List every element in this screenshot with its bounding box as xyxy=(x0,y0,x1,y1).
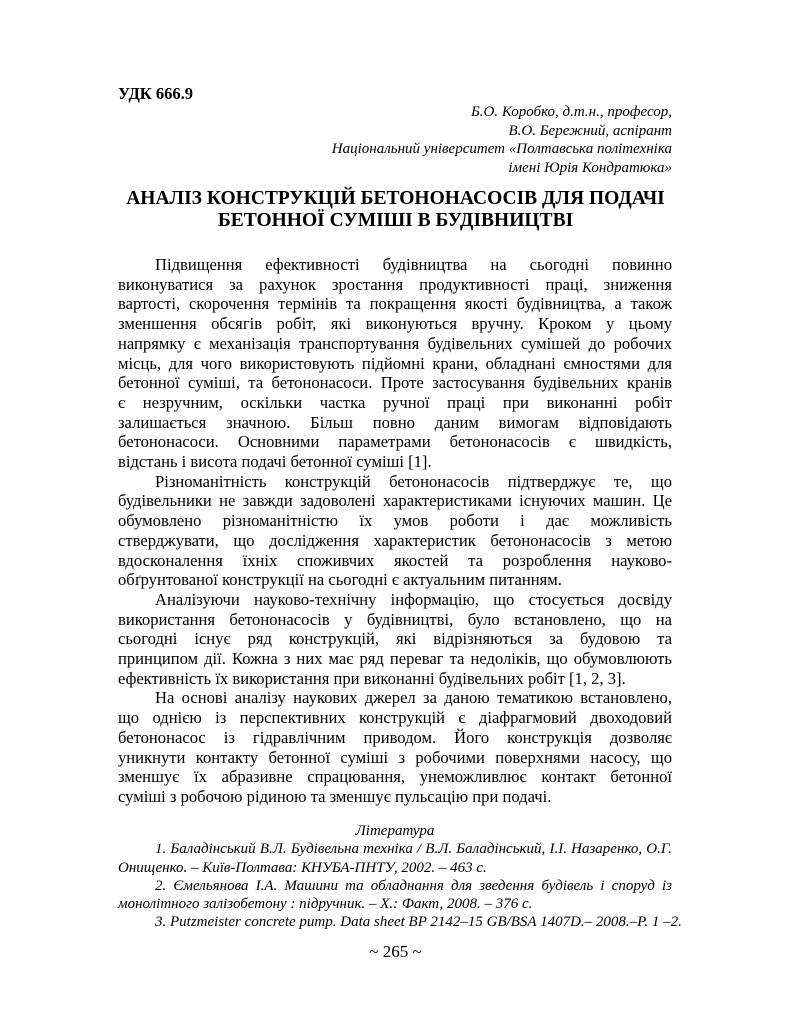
text-line: виконуватися за рахунок зростання продуктивності праці, зниження xyxy=(118,274,672,294)
affiliation-line-2: імені Юрія Кондратюка» xyxy=(508,160,672,177)
reference-item xyxy=(118,840,672,877)
references-heading: Література xyxy=(355,823,435,839)
text-line: монолітного залізобетону : підручник. – Х.: Факт, 2008. – 376 с. xyxy=(118,896,533,913)
text-line: На основі аналізу наукових джерел за даною тематикою встановлено, xyxy=(155,688,672,708)
references-list xyxy=(118,840,682,931)
text-line: напрямку є механізація транспортування будівельних сумішей до робочих xyxy=(118,333,672,353)
text-line: місць, для чого використовують підйомні крани, обладнані ємностями для xyxy=(118,353,672,373)
title-line: АНАЛІЗ КОНСТРУКЦІЙ БЕТОНОНАСОСІВ ДЛЯ ПОДАЧІ xyxy=(126,188,665,209)
reference-item xyxy=(118,913,682,931)
reference-item xyxy=(118,877,672,914)
text-line: що однією із перспективних конструкцій є діафрагмовий двоходовий xyxy=(118,708,672,728)
text-line: є незручним, оскільки частка ручної праці при виконанні робіт xyxy=(118,392,672,412)
text-line: залишається значною. Більш повно даним вимогам відповідають xyxy=(118,412,672,432)
article-body xyxy=(118,255,672,807)
text-line: бетононасоси. Основними параметрами бетононасосів є швидкість, xyxy=(118,432,672,452)
paragraph xyxy=(118,688,672,806)
paragraph xyxy=(118,472,672,590)
authors-block xyxy=(332,103,672,178)
title-line: БЕТОННОЇ СУМІШІ В БУДІВНИЦТВІ xyxy=(217,210,574,231)
paragraph xyxy=(118,590,672,689)
text-line: Підвищення ефективності будівництва на сьогодні повинно xyxy=(155,255,672,274)
text-line: Різноманітність конструкцій бетононасосів підтверджує те, що xyxy=(155,471,672,491)
text-line: ефективність їх використання при виконанні будівельних робіт [1, 2, 3]. xyxy=(118,668,626,688)
text-line: принципом дії. Кожна з них має ряд переваг та недоліків, що обумовлюють xyxy=(118,649,672,669)
text-line: уникнути контакту бетонної суміші з робочими поверхнями насосу, що xyxy=(118,747,672,767)
author-1: Б.О. Коробко, д.т.н., професор, xyxy=(470,104,672,120)
page-number: ~ 265 ~ xyxy=(369,942,422,961)
text-line: Аналізуючи науково-технічну інформацію, що стосується досвіду xyxy=(155,589,672,609)
text-line: зменшення обсягів робіт, які виконуються вручну. Кроком у цьому xyxy=(118,314,672,334)
text-line: стверджувати, що дослідження характеристик бетононасосів з метою xyxy=(118,530,672,550)
text-line: будівельники не завжди задоволені характеристиками існуючих машин. Це xyxy=(118,491,672,511)
text-line: суміші з робочою рідиною та зменшує пульсацію при подачі. xyxy=(118,786,552,806)
author-2: В.О. Бережний, аспірант xyxy=(508,122,672,139)
text-line: вартості, скорочення термінів та покращення якості будівництва, а також xyxy=(118,294,672,314)
text-line: 3. Putzmeister concrete pump. Data sheet BP 2142–15 GB/BSA 1407D.– 2008.–P. 1 –2. xyxy=(155,914,682,931)
affiliation-line-1: Національний університет «Полтавська політехніка xyxy=(331,141,672,158)
text-line: відстань і висота подачі бетонної суміші [1]. xyxy=(118,452,432,472)
udk-code: УДК 666.9 xyxy=(118,84,194,103)
text-line: сьогодні існує ряд конструкцій, які відрізняються за будовою та xyxy=(118,629,672,649)
text-line: бетонної суміші, та бетононасоси. Проте застосування будівельних кранів xyxy=(118,373,672,393)
text-line: 2. Ємельянова І.А. Машини та обладнання для зведення будівель і споруд із xyxy=(155,877,672,894)
text-line: вдосконалення їхніх споживчих якостей та розроблення науково- xyxy=(118,550,672,570)
article-title xyxy=(100,188,691,232)
text-line: обґрунтованої конструкції на сьогодні є актуальним питанням. xyxy=(118,570,562,590)
paragraph xyxy=(118,255,672,472)
references-section xyxy=(118,822,682,932)
text-line: бетононасос із гідравлічним приводом. Його конструкція дозволяє xyxy=(118,727,672,747)
text-line: використання бетононасосів у будівництві, було встановлено, що на xyxy=(118,609,672,629)
text-line: зменшує їх абразивне спрацювання, унеможливлює контакт бетонної xyxy=(118,767,672,787)
text-line: обумовлено різноманітністю їх умов роботи і дає можливість xyxy=(118,511,672,531)
text-line: Онищенко. – Київ-Полтава: КНУБА-ПНТУ, 2002. – 463 с. xyxy=(118,859,487,876)
text-line: 1. Баладінський В.Л. Будівельна техніка / В.Л. Баладінський, І.І. Назаренко, О.Г. xyxy=(155,841,672,858)
